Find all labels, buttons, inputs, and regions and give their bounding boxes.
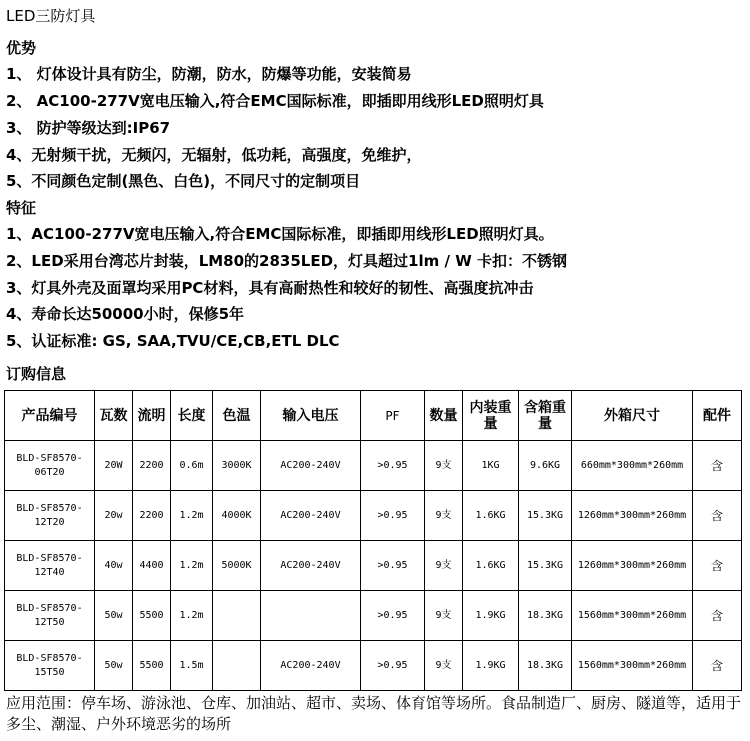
cell-length: 1.2m — [171, 591, 213, 641]
cell-color-temp — [213, 641, 261, 691]
cell-model: BLD-SF8570-12T50 — [5, 591, 95, 641]
feature-item: 3、灯具外壳及面罩均采用PC材料，具有高耐热性和较好的韧性、高强度抗冲击 — [6, 279, 534, 297]
cell-voltage: AC200-240V — [261, 641, 361, 691]
advantage-item: 4、无射频干扰，无频闪，无辐射，低功耗，高强度，免维护， — [6, 146, 422, 164]
cell-quantity: 9支 — [425, 641, 463, 691]
cell-model: BLD-SF8570-06T20 — [5, 441, 95, 491]
advantages-heading: 优势 — [6, 39, 37, 57]
cell-pf: >0.95 — [361, 541, 425, 591]
table-row — [5, 441, 742, 491]
cell-length: 1.2m — [171, 541, 213, 591]
cell-model: BLD-SF8570-15T50 — [5, 641, 95, 691]
cell-watts: 20w — [95, 491, 133, 541]
feature-item: 1、AC100-277V宽电压输入,符合EMC国际标准，即插即用线形LED照明灯具。 — [6, 225, 554, 243]
header-cell: 产品编号 — [5, 391, 95, 441]
features-heading: 特征 — [6, 199, 37, 217]
header-cell: 数量 — [425, 391, 463, 441]
cell-accessory: 含 — [693, 591, 742, 641]
order-table — [4, 390, 742, 691]
cell-lumens: 2200 — [133, 491, 171, 541]
order-heading: 订购信息 — [6, 365, 67, 383]
cell-length: 1.5m — [171, 641, 213, 691]
header-cell: 配件 — [693, 391, 742, 441]
cell-box-weight: 18.3KG — [519, 591, 572, 641]
cell-carton-size: 1560mm*300mm*260mm — [572, 591, 693, 641]
cell-quantity: 9支 — [425, 491, 463, 541]
cell-quantity: 9支 — [425, 591, 463, 641]
cell-length: 1.2m — [171, 491, 213, 541]
cell-watts: 40w — [95, 541, 133, 591]
feature-item: 4、寿命长达50000小时，保修5年 — [6, 305, 245, 323]
cell-accessory: 含 — [693, 541, 742, 591]
cell-quantity: 9支 — [425, 541, 463, 591]
cell-quantity: 9支 — [425, 441, 463, 491]
advantage-item: 2、 AC100-277V宽电压输入,符合EMC国际标准，即插即用线形LED照明灯具 — [6, 92, 544, 110]
cell-voltage: AC200-240V — [261, 491, 361, 541]
cell-watts: 20W — [95, 441, 133, 491]
cell-carton-size: 1260mm*300mm*260mm — [572, 541, 693, 591]
header-cell: PF — [361, 391, 425, 441]
feature-item: 2、LED采用台湾芯片封装，LM80的2835LED，灯具超过1lm / W 卡扣：不锈钢 — [6, 252, 567, 270]
header-cell: 色温 — [213, 391, 261, 441]
table-row — [5, 641, 742, 691]
table-row — [5, 541, 742, 591]
cell-pf: >0.95 — [361, 591, 425, 641]
header-cell: 输入电压 — [261, 391, 361, 441]
cell-box-weight: 18.3KG — [519, 641, 572, 691]
cell-box-weight: 9.6KG — [519, 441, 572, 491]
cell-carton-size: 660mm*300mm*260mm — [572, 441, 693, 491]
cell-model: BLD-SF8570-12T20 — [5, 491, 95, 541]
header-cell: 瓦数 — [95, 391, 133, 441]
table-row — [5, 491, 742, 541]
cell-watts: 50w — [95, 641, 133, 691]
header-cell: 内装重量 — [463, 391, 519, 441]
cell-carton-size: 1260mm*300mm*260mm — [572, 491, 693, 541]
header-cell: 长度 — [171, 391, 213, 441]
cell-color-temp: 5000K — [213, 541, 261, 591]
cell-inner-weight: 1.6KG — [463, 541, 519, 591]
cell-model: BLD-SF8570-12T40 — [5, 541, 95, 591]
cell-pf: >0.95 — [361, 641, 425, 691]
advantage-item: 3、 防护等级达到:IP67 — [6, 119, 171, 137]
header-cell: 含箱重量 — [519, 391, 572, 441]
application-scope: 应用范围：停车场、游泳池、仓库、加油站、超市、卖场、体育馆等场所。食品制造厂、厨房、隧道等，适用于多尘、潮湿、户外环境恶劣的场所 — [6, 694, 742, 733]
cell-inner-weight: 1KG — [463, 441, 519, 491]
cell-lumens: 5500 — [133, 591, 171, 641]
table-row — [5, 591, 742, 641]
cell-voltage — [261, 591, 361, 641]
feature-item: 5、认证标准: GS, SAA,TVU/CE,CB,ETL DLC — [6, 332, 340, 350]
cell-inner-weight: 1.9KG — [463, 591, 519, 641]
cell-lumens: 4400 — [133, 541, 171, 591]
cell-carton-size: 1560mm*300mm*260mm — [572, 641, 693, 691]
cell-voltage: AC200-240V — [261, 541, 361, 591]
cell-pf: >0.95 — [361, 491, 425, 541]
cell-color-temp — [213, 591, 261, 641]
cell-accessory: 含 — [693, 491, 742, 541]
cell-lumens: 5500 — [133, 641, 171, 691]
cell-lumens: 2200 — [133, 441, 171, 491]
header-cell: 流明 — [133, 391, 171, 441]
cell-voltage: AC200-240V — [261, 441, 361, 491]
cell-color-temp: 4000K — [213, 491, 261, 541]
cell-inner-weight: 1.9KG — [463, 641, 519, 691]
cell-pf: >0.95 — [361, 441, 425, 491]
cell-box-weight: 15.3KG — [519, 491, 572, 541]
cell-watts: 50w — [95, 591, 133, 641]
cell-length: 0.6m — [171, 441, 213, 491]
advantage-item: 5、不同颜色定制(黑色、白色)，不同尺寸的定制项目 — [6, 172, 361, 190]
cell-color-temp: 3000K — [213, 441, 261, 491]
advantage-item: 1、 灯体设计具有防尘，防潮，防水，防爆等功能，安装简易 — [6, 65, 412, 83]
page-title: LED三防灯具 — [6, 7, 96, 25]
header-cell: 外箱尺寸 — [572, 391, 693, 441]
table-header-row — [5, 391, 742, 441]
cell-accessory: 含 — [693, 441, 742, 491]
cell-accessory: 含 — [693, 641, 742, 691]
cell-inner-weight: 1.6KG — [463, 491, 519, 541]
cell-box-weight: 15.3KG — [519, 541, 572, 591]
